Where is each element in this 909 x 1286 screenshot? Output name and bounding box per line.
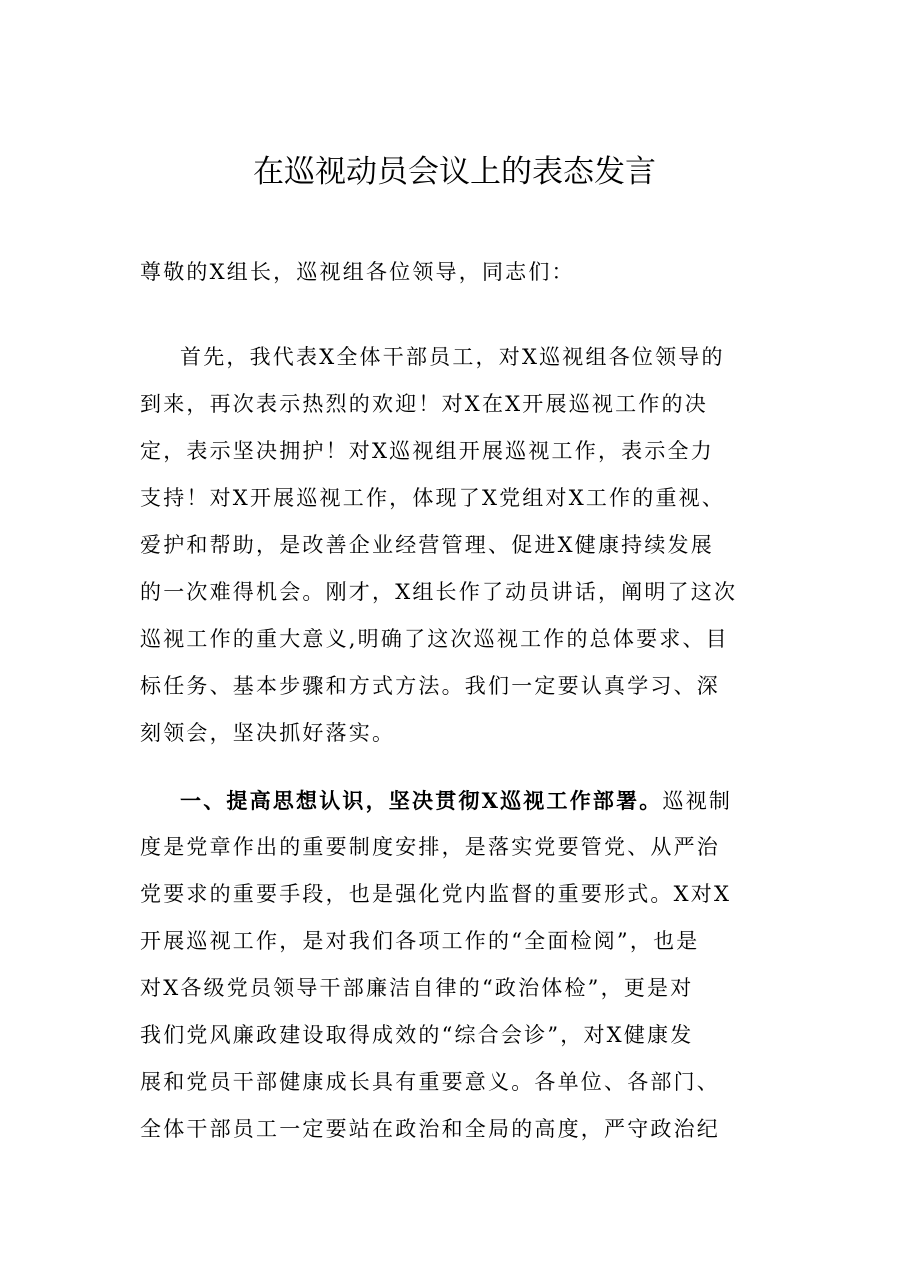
section-first-line	[140, 777, 790, 824]
salutation	[140, 249, 790, 296]
paragraph-line: 标任务、基本步骤和方式方法。我们一定要认真学习、深	[140, 674, 720, 698]
paragraph-line: 刻领会，坚决抓好落实。	[140, 721, 396, 745]
paragraph-line: 爱护和帮助，是改善企业经营管理、促进X健康持续发展	[140, 533, 714, 557]
section-heading: 一、提高思想认识，坚决贯彻X巡视工作部署。	[180, 788, 663, 813]
paragraph-line: 度是党章作出的重要制度安排，是落实党要管党、从严治	[140, 835, 720, 859]
paragraph-line: 全体干部员工一定要站在政治和全局的高度，严守政治纪	[140, 1117, 720, 1141]
paragraph-line: 支持！对X开展巡视工作，体现了X党组对X工作的重视、	[140, 486, 726, 510]
section-first-line-rest: 巡视制	[662, 789, 733, 813]
paragraph-line: 到来，再次表示热烈的欢迎！对X在X开展巡视工作的决	[140, 392, 708, 416]
paragraph-line: 党要求的重要手段，也是强化党内监督的重要形式。X对X	[140, 882, 732, 906]
document-title: 在巡视动员会议上的表态发言	[253, 154, 656, 190]
paragraph-line: 对X各级党员领导干部廉洁自律的“政治体检”，更是对	[140, 976, 694, 1000]
paragraph-line: 的一次难得机会。刚才，X组长作了动员讲话，阐明了这次	[140, 580, 738, 604]
paragraph-line: 首先，我代表X全体干部员工，对X巡视组各位领导的	[180, 345, 725, 369]
paragraph-line: 巡视工作的重大意义,明确了这次巡视工作的总体要求、目	[140, 627, 729, 651]
paragraph-line: 定，表示坚决拥护！对X巡视组开展巡视工作，表示全力	[140, 439, 714, 463]
paragraph-line: 我们党风廉政建设取得成效的“综合会诊”，对X健康发	[140, 1023, 694, 1047]
paragraph-line: 开展巡视工作，是对我们各项工作的“全面检阅”，也是	[140, 929, 700, 953]
salutation-line: 尊敬的X组长，巡视组各位领导，同志们：	[140, 260, 575, 284]
paragraph-section-one	[140, 777, 790, 1153]
paragraph-intro	[140, 334, 790, 757]
paragraph-line: 展和党员干部健康成长具有重要意义。各单位、各部门、	[140, 1070, 720, 1094]
